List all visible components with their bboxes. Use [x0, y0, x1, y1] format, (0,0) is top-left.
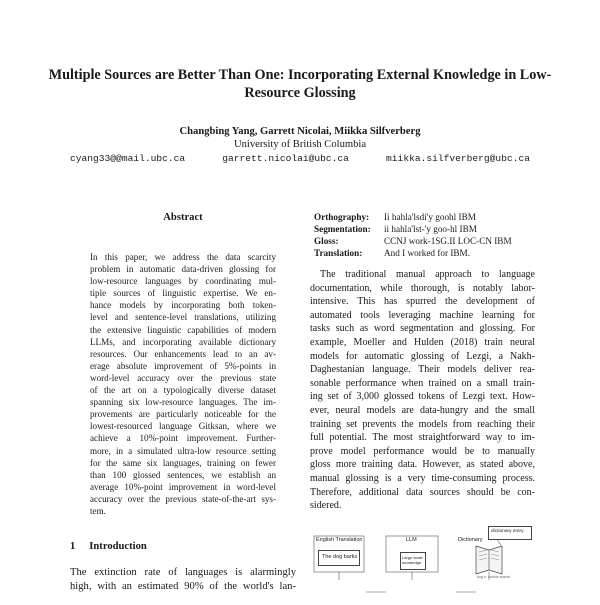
abstract-line: problem in automatic data-driven glossing for [90, 264, 276, 275]
intro-line: high, with an estimated 90% of the world's lan- [70, 581, 296, 592]
abstract-heading: Abstract [163, 212, 203, 223]
body-line: gloss more training data. However, as stated above, [310, 459, 535, 471]
gloss-row [314, 211, 512, 223]
gloss-row [314, 235, 512, 247]
body-line: intensive. This has spurred the development of [310, 296, 535, 308]
gloss-row [314, 247, 512, 259]
abstract-line: average 10%-point improvement in word-level [90, 481, 276, 492]
abstract-line: accuracy over the previous state-of-the-art sys- [90, 493, 276, 504]
body-line: example, Moeller and Hulden (2018) train neural [310, 336, 535, 348]
abstract-line: LLMs, and incorporating available dictionary [90, 336, 276, 347]
gloss-label: Orthography: [314, 212, 370, 222]
body-line: prove model performance would be to manually [310, 445, 535, 457]
body-line: sidered. [310, 500, 342, 512]
abstract-line: spanning six low-resource languages. The im- [90, 397, 276, 408]
abstract-line: tiple sources of linguistic expertise. We en- [90, 288, 276, 299]
body-line: Daghestanian language. Their models deliver rea- [310, 364, 535, 376]
intro-line: The extinction rate of languages is alarmingly [70, 567, 296, 578]
gloss-label: Translation: [314, 248, 363, 258]
body-line: manual glossing is a very time-consuming process. [310, 472, 535, 484]
intro-paragraph [70, 566, 296, 594]
body-line: The traditional manual approach to language [320, 269, 535, 280]
gloss-example [314, 211, 512, 259]
body-line: Therefore, additional data sources should be con- [310, 486, 535, 498]
body-line: training set prevents the models from reaching their [310, 418, 535, 430]
abstract-line: tem. [90, 505, 106, 516]
gloss-row [314, 223, 512, 235]
abstract-line: level and sentence-level translations, utilizing [90, 312, 276, 323]
figure-label-dictionary: Dictionary [458, 537, 483, 543]
body-line: full potential. The most straightforward way to im- [310, 432, 535, 444]
abstract-line: than 100 glossed sentences, we establish an [90, 469, 276, 480]
body-line: automated tools leveraging machine learning for [310, 309, 535, 321]
abstract-line: more, in a simulated ultra-low resource setting [90, 445, 276, 456]
gloss-value: And I worked for IBM. [384, 248, 470, 258]
figure-callout-box [488, 526, 532, 540]
body-line: sonable performance when trained on a small train- [310, 377, 535, 389]
abstract-line: lowest-resourced language Gitksan, where we [90, 421, 276, 432]
figure-label-llm: LLM [406, 537, 417, 543]
abstract-line: word-level accuracy over the previous state [90, 372, 276, 383]
figure-label-book-text: dog n. canine animal [477, 575, 511, 579]
section-number: 1 [70, 541, 76, 552]
email-3: miikka.silfverberg@ubc.ca [386, 153, 530, 164]
figure-label-english-translation: English Translation [316, 537, 363, 543]
paper-title: Multiple Sources are Better Than One: Incorporating External Knowledge in Low-Resource Glossing [48, 67, 552, 101]
figure-1 [306, 528, 536, 600]
body-line: ever, neural models are data-hungry and the small [310, 404, 535, 416]
figure-label-the-dog-barks: The dog barks [322, 554, 358, 560]
section-heading [70, 541, 147, 552]
abstract-line: the extensive linguistic capabilities of modern [90, 324, 276, 335]
gloss-label: Segmentation: [314, 224, 371, 234]
abstract-line: resources. Our enhancements lead to an av- [90, 348, 276, 359]
figure-input-box [318, 550, 360, 566]
abstract-line: achieve a 10%-point improvement. Further- [90, 433, 276, 444]
abstract-line: erage absolute improvement of 5%-points in [90, 360, 276, 371]
gloss-label: Gloss: [314, 236, 339, 246]
figure-llm-output-box [400, 552, 426, 570]
email-1: cyang33@@mail.ubc.ca [70, 153, 186, 164]
affiliation: University of British Columbia [233, 139, 367, 150]
email-2: garrett.nicolai@ubc.ca [222, 153, 349, 164]
figure-label-llm-output: Large scale knowledge [402, 555, 423, 565]
right-column-paragraph [310, 268, 535, 513]
abstract-line: of the art on a typologically diverse dataset [90, 385, 276, 396]
body-line: models for automatic glossing of Lezgi, a Nakh- [310, 350, 535, 362]
abstract-line: In this paper, we address the data scarcity [90, 252, 276, 262]
gloss-value: Ii hahla'lsdi'y goohl IBM [384, 212, 476, 222]
body-line: tasks such as word segmentation and glossing. For [310, 323, 535, 335]
abstract-line: hance models by incorporating both token- [90, 300, 276, 311]
gloss-value: ii hahla'lst-'y goo-hl IBM [384, 224, 477, 234]
gloss-value: CCNJ work-1SG.II LOC-CN IBM [384, 236, 512, 246]
body-line: ing set of 3,000 glossed tokens of Lezgi text. How- [310, 391, 535, 403]
abstract-body [90, 251, 276, 517]
abstract-line: low-resource languages by coordinating mul- [90, 276, 276, 287]
section-title: Introduction [89, 541, 147, 552]
body-line: documentation, while thorough, is notably labor- [310, 282, 535, 294]
figure-label-callout: dictionary entry [491, 529, 524, 534]
email-list [70, 153, 530, 164]
author-list: Changbing Yang, Garrett Nicolai, Miikka Silfverberg [179, 126, 421, 137]
abstract-line: provements are particularly noticeable for the [90, 409, 276, 420]
abstract-line: for the same six languages, training on fewer [90, 457, 276, 468]
